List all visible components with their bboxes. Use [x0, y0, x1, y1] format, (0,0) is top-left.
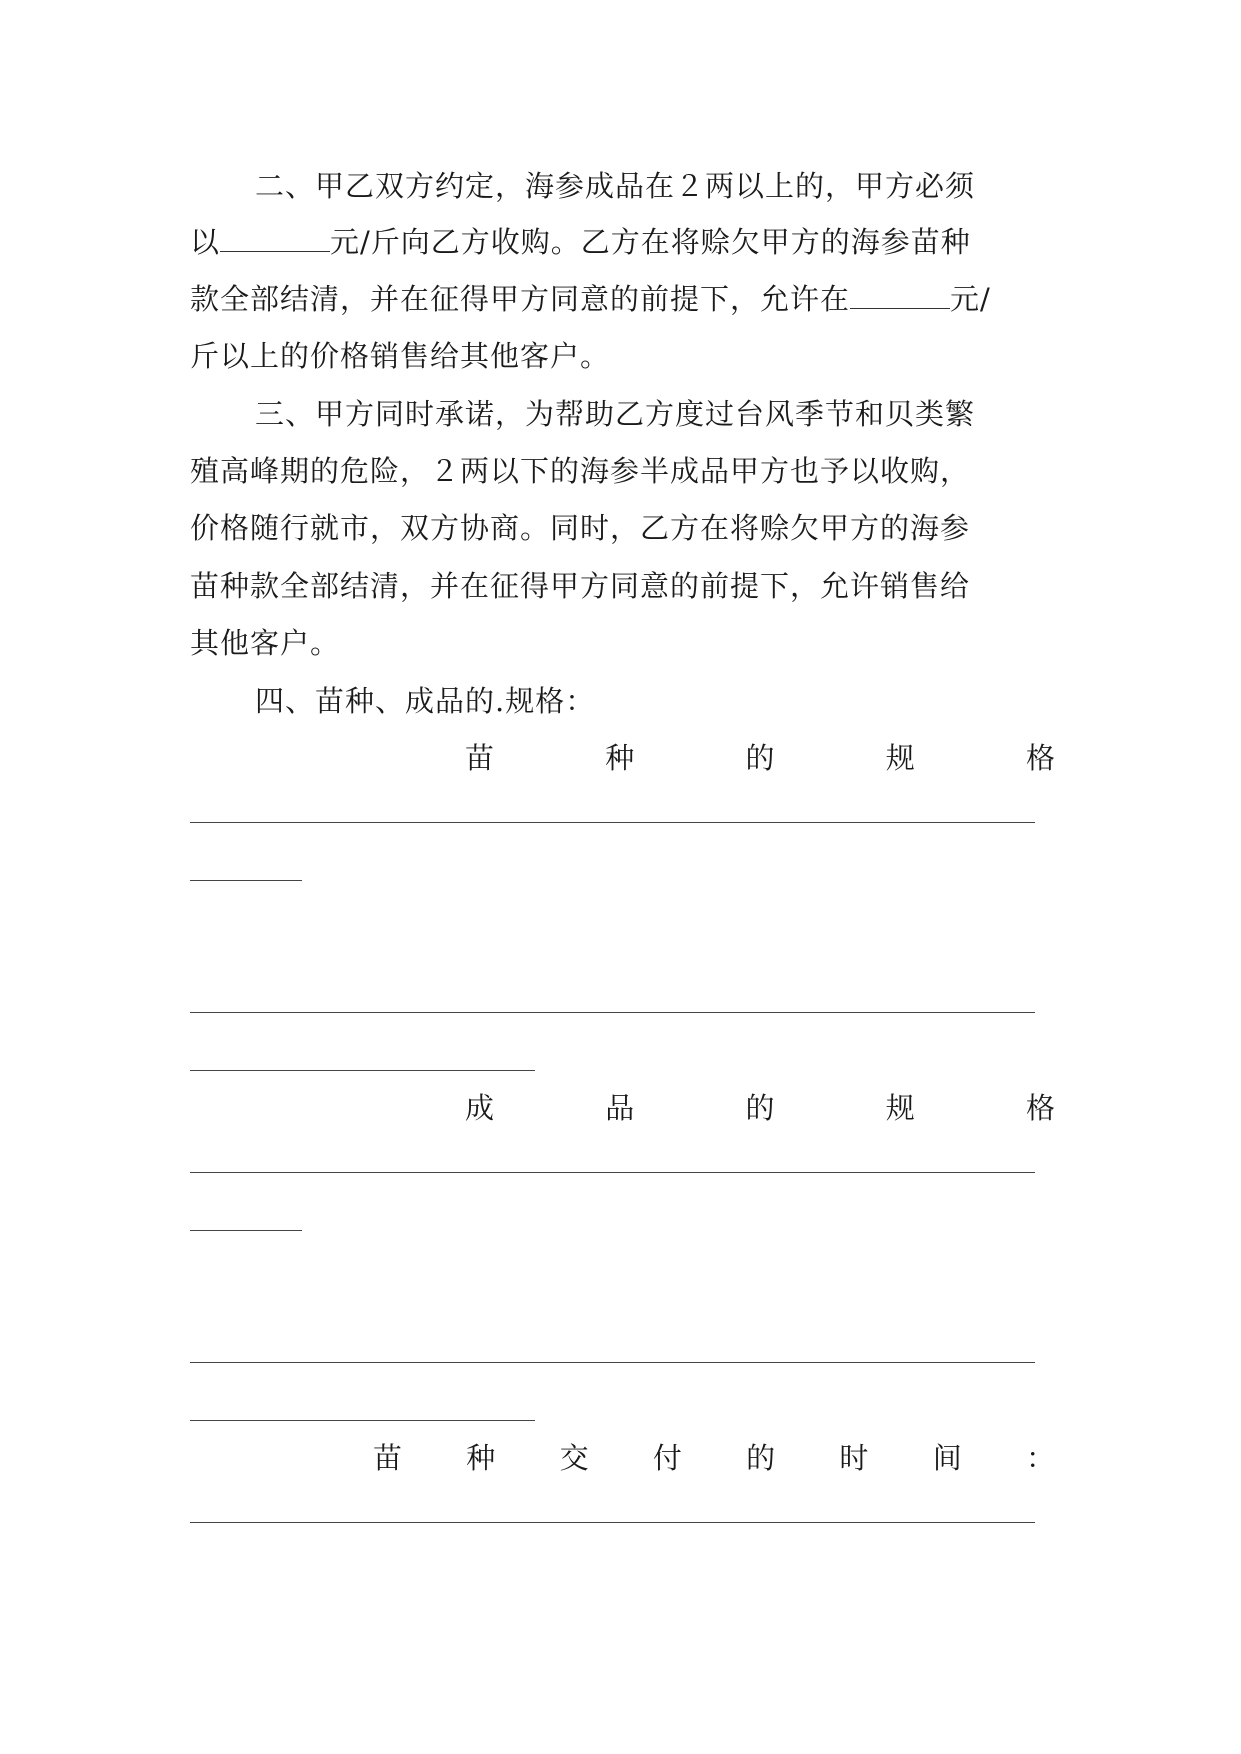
clause-3-line-4: 苗种款全部结清，并在征得甲方同意的前提下，允许销售给: [190, 569, 971, 603]
seed-spec-heading: [465, 738, 1055, 778]
clause-3-line-3: 价格随行就市，双方协商。同时，乙方在将赊欠甲方的海参: [190, 511, 971, 545]
clause-2-text: 款全部结清，并在征得甲方同意的前提下，允许在: [190, 282, 851, 316]
product-spec-blank-line-1[interactable]: [190, 1172, 1035, 1173]
delivery-time-char: 付: [652, 1441, 682, 1475]
product-spec-char: 规: [885, 1091, 915, 1125]
product-spec-char: 成: [465, 1091, 495, 1125]
price-blank-2[interactable]: [850, 280, 950, 309]
seed-spec-char: 的: [745, 741, 775, 775]
seed-spec-blank-line-3[interactable]: [190, 1012, 1035, 1013]
product-spec-heading: [465, 1088, 1055, 1128]
delivery-time-blank-line[interactable]: [190, 1522, 1035, 1523]
seed-spec-blank-line-2[interactable]: [190, 880, 302, 881]
seed-spec-char: 苗: [465, 741, 495, 775]
clause-4-heading: 四、苗种、成品的.规格：: [255, 684, 596, 718]
seed-spec-char: 格: [1025, 741, 1055, 775]
clause-3-line-2: 殖高峰期的危险，２两以下的海参半成品甲方也予以收购，: [190, 454, 971, 488]
clause-2-line-3: [190, 279, 1055, 319]
product-spec-blank-line-2[interactable]: [190, 1230, 302, 1231]
delivery-time-char: ：: [1025, 1441, 1055, 1475]
clause-2-line-4: 斤以上的价格销售给其他客户。: [190, 339, 611, 373]
product-spec-blank-line-3[interactable]: [190, 1362, 1035, 1363]
delivery-time-char: 交: [559, 1441, 589, 1475]
seed-spec-blank-line-4[interactable]: [190, 1070, 535, 1071]
product-spec-blank-line-4[interactable]: [190, 1420, 535, 1421]
delivery-time-char: 苗: [373, 1441, 403, 1475]
product-spec-char: 格: [1025, 1091, 1055, 1125]
product-spec-char: 品: [605, 1091, 635, 1125]
clause-3-line-5: 其他客户。: [190, 626, 341, 660]
delivery-time-char: 时: [839, 1441, 869, 1475]
price-blank-1[interactable]: [220, 223, 330, 252]
seed-spec-char: 种: [605, 741, 635, 775]
delivery-time-char: 间: [932, 1441, 962, 1475]
seed-spec-char: 规: [885, 741, 915, 775]
clause-2-text: 元/: [950, 282, 991, 316]
delivery-time-heading: [373, 1438, 1055, 1478]
clause-2-line-2: [190, 222, 1055, 262]
clause-2-text: 元/斤向乙方收购。乙方在将赊欠甲方的海参苗种: [330, 225, 971, 259]
clause-3-line-1: 三、甲方同时承诺，为帮助乙方度过台风季节和贝类繁: [255, 397, 976, 431]
clause-2-text: 以: [190, 225, 221, 259]
clause-2-line-1: 二、甲乙双方约定，海参成品在２两以上的，甲方必须: [255, 169, 976, 203]
product-spec-char: 的: [745, 1091, 775, 1125]
seed-spec-blank-line-1[interactable]: [190, 822, 1035, 823]
delivery-time-char: 的: [746, 1441, 776, 1475]
delivery-time-char: 种: [466, 1441, 496, 1475]
